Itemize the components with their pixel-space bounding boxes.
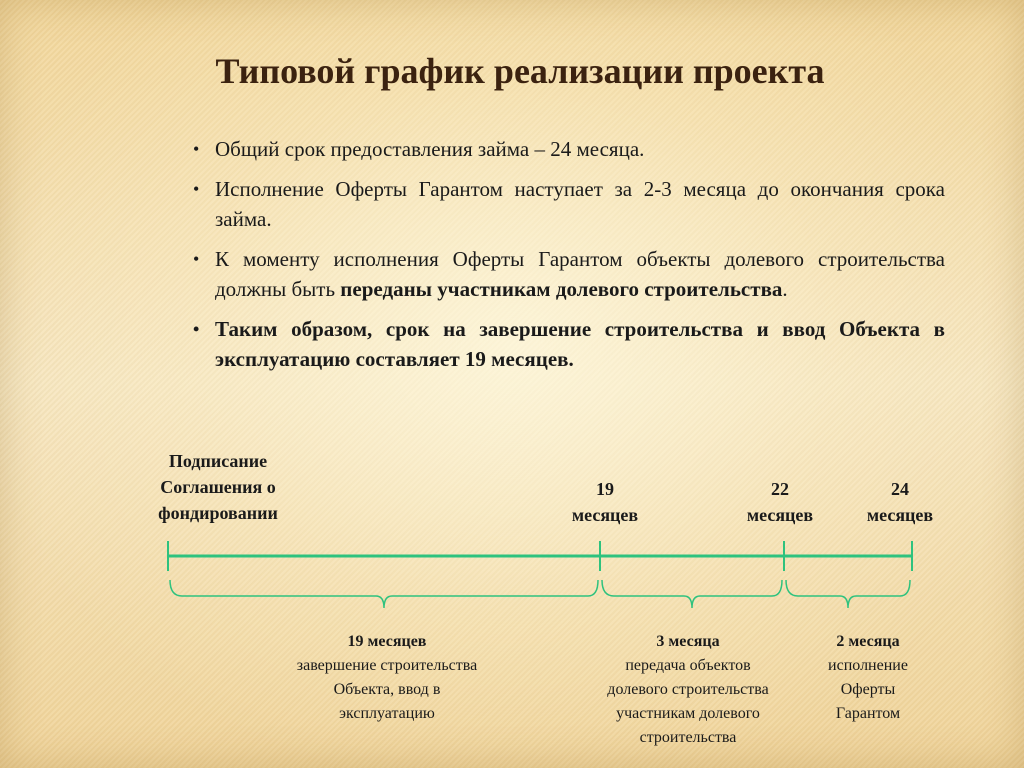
milestone-label-line: фондировании (158, 503, 278, 523)
phase-2-description (578, 630, 798, 750)
phase-text: эксплуатацию (339, 705, 435, 722)
bullet-marker: • (193, 139, 200, 159)
phase-text: строительства (639, 729, 737, 746)
phase-text: исполнение (828, 657, 908, 674)
milestone-label-line: Соглашения о (160, 477, 276, 497)
bullet-marker: • (193, 179, 200, 199)
milestone-label-line: месяцев (571, 505, 639, 525)
milestone-label-line: 22 (771, 479, 789, 499)
milestone-label-line: 24 (891, 479, 909, 499)
slide-title: Типовой график реализации проекта (215, 51, 825, 91)
milestone-label-line: 19 (596, 479, 614, 499)
bullet-text: Общий срок предоставления займа – 24 месяца. (215, 137, 645, 161)
milestone-label-line: месяцев (746, 505, 814, 525)
phase-text: Гарантом (835, 705, 901, 722)
milestone-label-line: месяцев (866, 505, 934, 525)
bullet-marker: • (193, 319, 200, 339)
phase-heading: 19 месяцев (347, 633, 427, 650)
phase-heading: 3 месяца (656, 633, 720, 650)
bullet-text: . (782, 277, 788, 301)
brace-phase-2 (602, 580, 782, 608)
phase-text: Оферты (840, 681, 896, 698)
phase-text: участникам долевого (616, 705, 760, 722)
brace-phase-1 (170, 580, 598, 608)
phase-text: завершение строительства (296, 657, 478, 674)
bullet-text-bold: Таким образом, срок на завершение строительства и ввод Объекта в эксплуатацию составляет 19 месяцев. (215, 317, 945, 371)
phase-heading: 2 месяца (836, 633, 900, 650)
timeline-line (168, 541, 912, 571)
phase-3-description (798, 630, 938, 726)
brace-phase-3 (786, 580, 910, 608)
bullet-text: Исполнение Оферты Гарантом наступает за 2-3 месяца до окончания срока займа. (215, 177, 945, 231)
milestone-label-line: Подписание (168, 451, 268, 471)
phase-text: Объекта, ввод в (333, 681, 441, 698)
phase-text: долевого строительства (607, 681, 769, 698)
phase-1-description (262, 630, 512, 726)
bullet-text: К моменту исполнения Оферты Гарантом объекты долевого строительства должны быть (215, 247, 945, 301)
bullet-marker: • (193, 249, 200, 269)
phase-text: передача объектов (625, 657, 751, 674)
bullet-text-bold: переданы участникам долевого строительства (340, 277, 783, 301)
